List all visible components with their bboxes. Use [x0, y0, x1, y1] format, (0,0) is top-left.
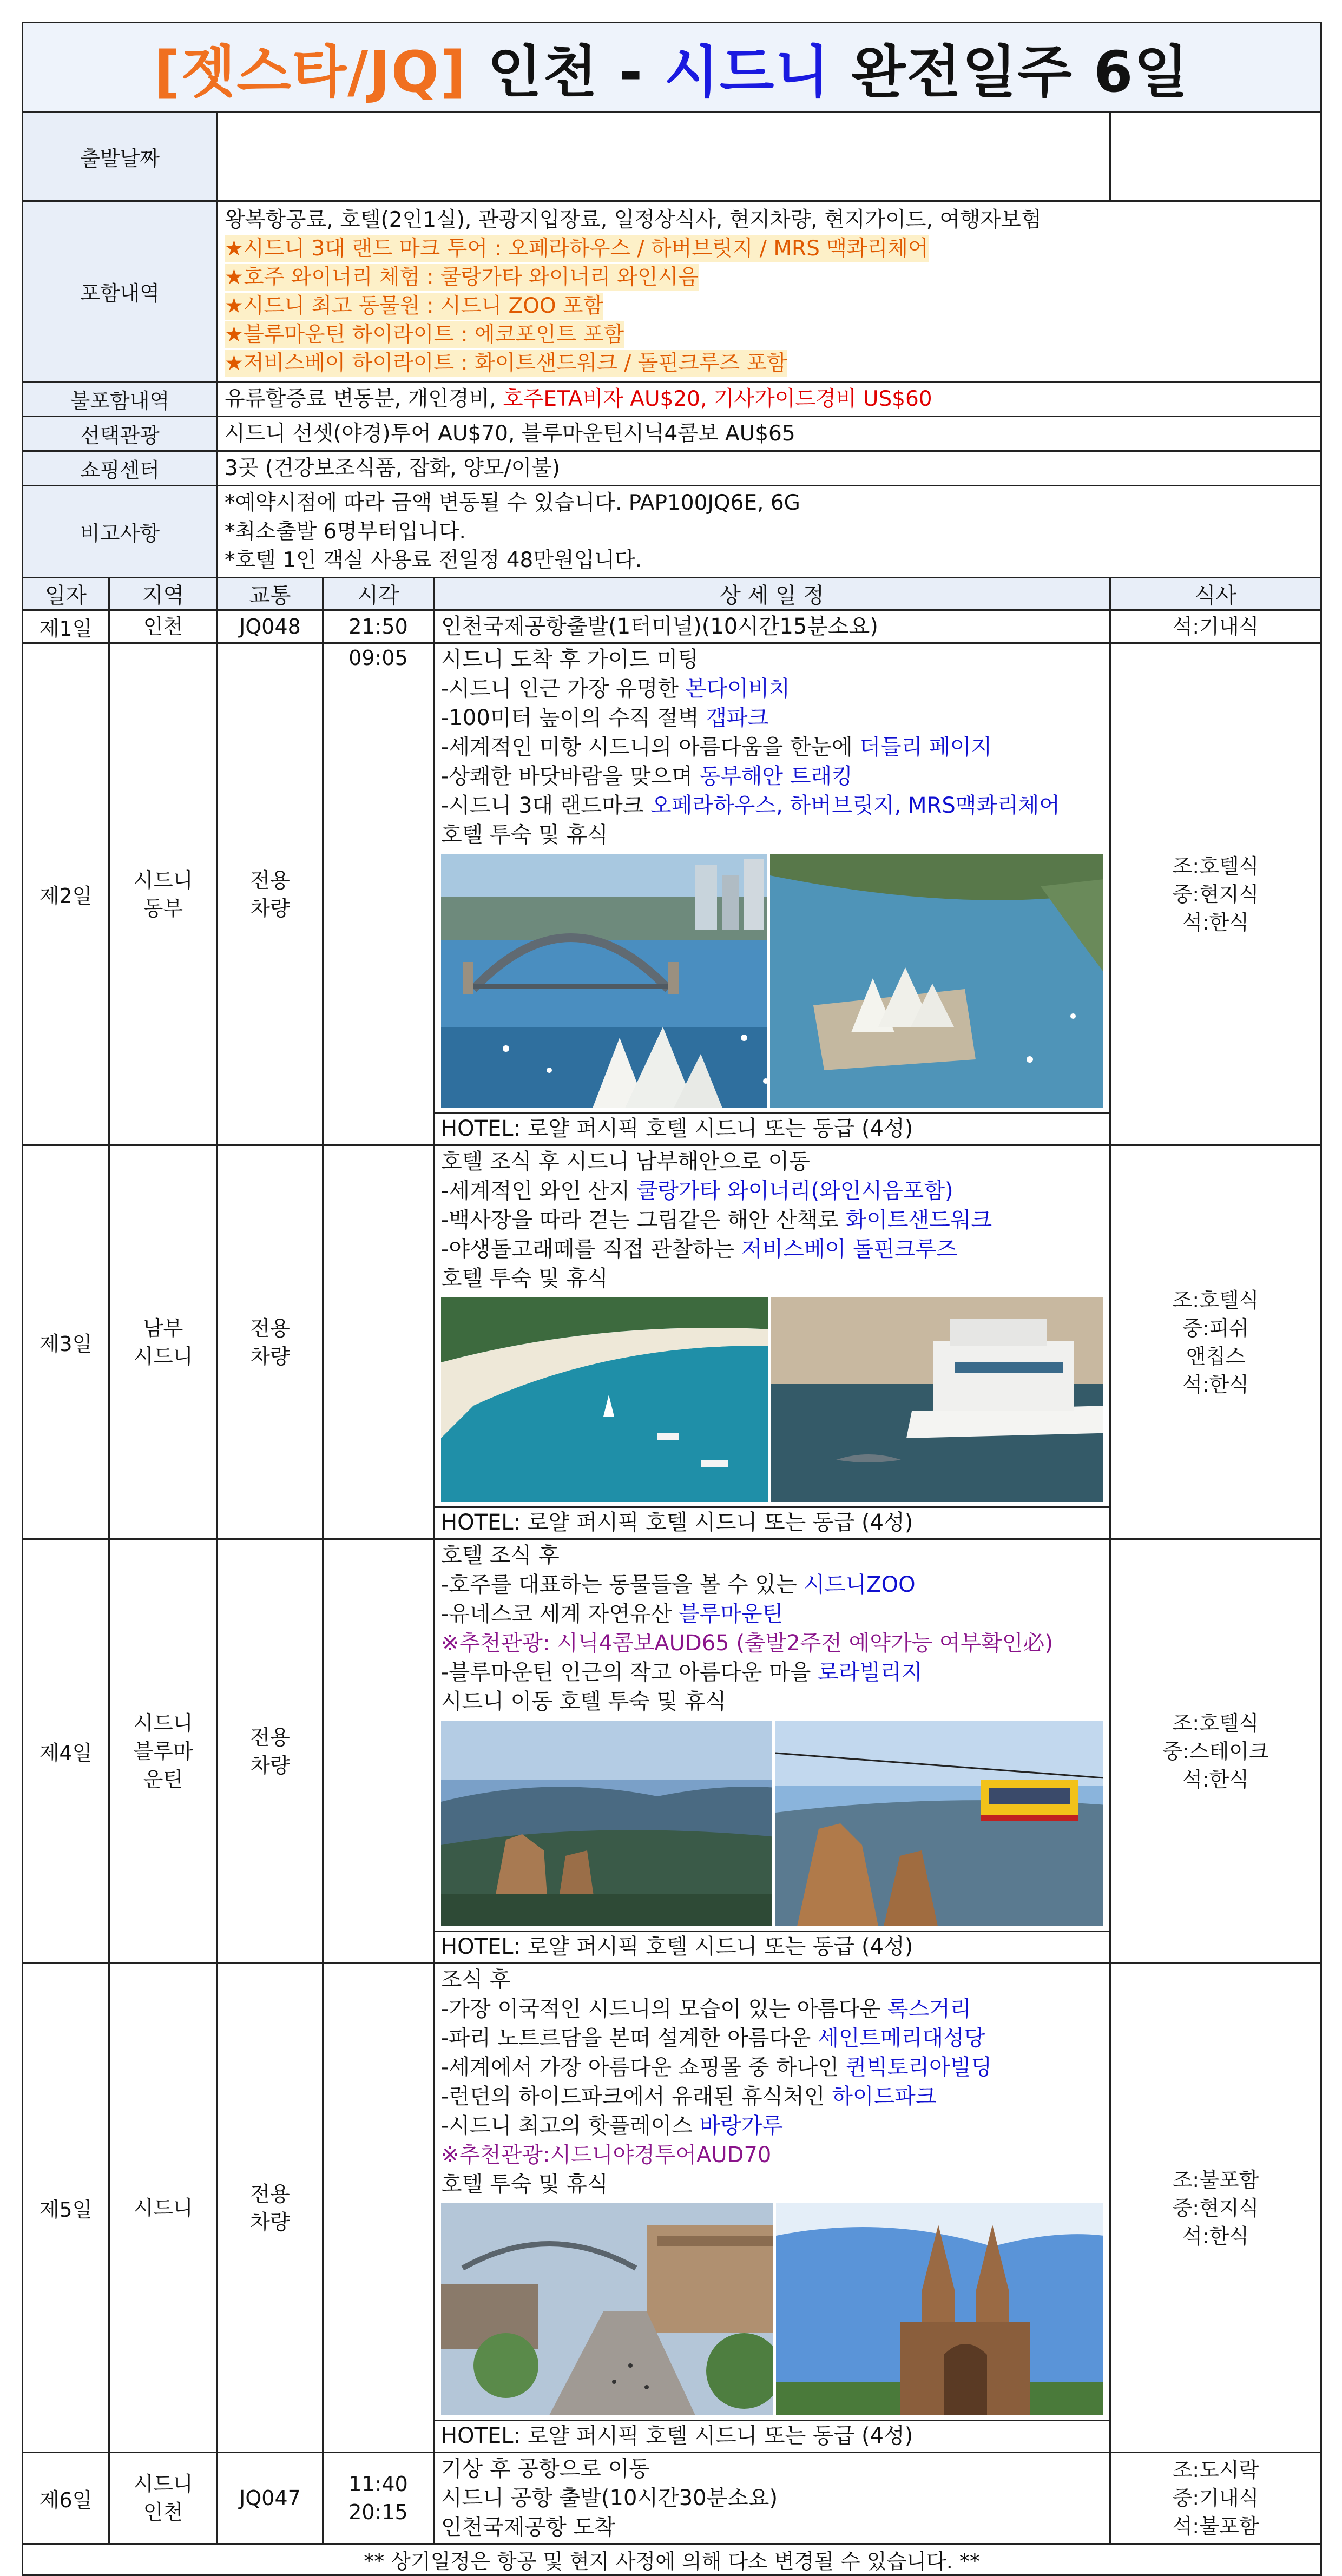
remarks-content — [218, 486, 1321, 578]
place-name: 세인트메리대성당 — [818, 2026, 985, 2051]
schedule-line: 시드니 공항 출발(10시간30분소요) — [441, 2486, 778, 2511]
line-text: -세계적인 와인 산지 — [441, 1178, 637, 1203]
day-row — [23, 1539, 1321, 1964]
line-text: -백사장을 따라 걷는 그림같은 해안 산책로 — [441, 1208, 846, 1233]
place-name: 갭파크 — [706, 706, 769, 730]
meal-info: 석:기내식 — [1110, 610, 1321, 643]
include-label: 포함내역 — [23, 201, 218, 382]
region-line: 동부 — [143, 896, 183, 920]
sydney-harbour-photo — [441, 854, 767, 1108]
opera-house-photo — [770, 854, 1103, 1108]
include-highlight: ★호주 와이너리 체험 : 쿨랑가타 와이너리 와인시음 — [225, 264, 699, 291]
line-text: -시드니 최고의 핫플레이스 — [441, 2113, 700, 2138]
recommended-tour: ※추천관광: 시닉4콤보AUD65 (출발2주전 예약가능 여부확인必) — [441, 1631, 1054, 1656]
schedule-line: 시드니 이동 호텔 투숙 및 휴식 — [441, 1689, 727, 1714]
departure-time: 11:40 — [348, 2472, 408, 2496]
day-transport — [218, 1145, 323, 1539]
schedule-line: 인천국제공항 도착 — [441, 2515, 615, 2540]
schedule-line — [441, 1570, 1103, 1599]
schedule-line: 호텔 투숙 및 휴식 — [441, 1266, 608, 1291]
day-transport — [218, 1964, 323, 2453]
day-label: 제1일 — [23, 610, 109, 643]
meal-line: 중:피쉬 — [1182, 1316, 1249, 1340]
arrival-time: 09:05 — [323, 643, 434, 1145]
meal-line: 석:불포함 — [1172, 2514, 1259, 2538]
flight-number: JQ048 — [218, 610, 323, 643]
schedule-detail — [434, 1964, 1110, 2453]
schedule-detail — [434, 1539, 1110, 1964]
day-row — [23, 1145, 1321, 1539]
transport-line: 전용 — [250, 1725, 290, 1749]
place-name: 화이트샌드워크 — [845, 1208, 992, 1233]
schedule-line: 기상 후 공항으로 이동 — [441, 2456, 650, 2481]
schedule-line: 호텔 투숙 및 휴식 — [441, 822, 608, 847]
place-name: 퀸빅토리아빌딩 — [845, 2055, 992, 2080]
schedule-line — [441, 2024, 1103, 2053]
header-day: 일자 — [23, 578, 109, 610]
schedule-line — [441, 1176, 1103, 1205]
include-highlight: ★시드니 최고 동물원 : 시드니 ZOO 포함 — [225, 293, 603, 320]
place-name: 로라빌리지 — [818, 1660, 923, 1685]
footer-note: ** 상기일정은 항공 및 현지 사정에 의해 다소 변경될 수 있습니다. ** — [23, 2544, 1321, 2575]
schedule-detail — [434, 643, 1110, 1145]
line-text: -시드니 3대 랜드마크 — [441, 793, 651, 818]
header-time: 시각 — [323, 578, 434, 610]
photo-strip — [441, 1297, 1103, 1502]
day-transport — [218, 1539, 323, 1964]
line-text: -야생돌고래떼를 직접 관찰하는 — [441, 1237, 741, 1262]
meal-line: 조:도시락 — [1172, 2458, 1259, 2482]
exclude-fees: 호주ETA비자 AU$20, 기사가이드경비 US$60 — [503, 387, 932, 411]
exclude-content — [218, 382, 1321, 417]
place-name: 블루마운틴 — [678, 1602, 784, 1626]
line-text: -상쾌한 바닷바람을 맞으며 — [441, 764, 700, 789]
place-name: 록스거리 — [887, 1997, 971, 2021]
meal-line: 석:한식 — [1182, 2224, 1249, 2248]
schedule-line — [441, 1658, 1103, 1687]
header-meal: 식사 — [1110, 578, 1321, 610]
st-marys-cathedral-photo — [776, 2203, 1103, 2415]
region-line: 인천 — [143, 2500, 183, 2524]
schedule-line — [441, 733, 1103, 762]
schedule-line — [441, 1599, 1103, 1629]
schedule-line: 호텔 조식 후 — [441, 1543, 560, 1568]
flight-times — [323, 2453, 434, 2544]
line-text: -런던의 하이드파크에서 유래된 휴식처인 — [441, 2084, 832, 2109]
meal-line: 석:한식 — [1182, 1767, 1249, 1791]
day-label: 제5일 — [23, 1964, 109, 2453]
remark-line: *최소출발 6명부터입니다. — [225, 519, 466, 544]
schedule-line — [441, 2111, 1103, 2140]
arrival-time: 20:15 — [348, 2500, 408, 2524]
include-highlight: ★블루마운틴 하이라이트 : 에코포인트 포함 — [225, 321, 624, 348]
meal-line: 중:현지식 — [1172, 2196, 1259, 2220]
blue-mountains-photo — [441, 1721, 772, 1926]
title-origin: 인천 - — [487, 39, 665, 105]
schedule-line: 시드니 도착 후 가이드 미팅 — [441, 647, 699, 672]
meal-line: 석:한식 — [1182, 1372, 1249, 1396]
meal-line: 중:스테이크 — [1162, 1739, 1269, 1763]
shopping-text: 3곳 (건강보조식품, 잡화, 양모/이불) — [218, 451, 1321, 486]
schedule-line: 조식 후 — [441, 1967, 511, 1992]
scenic-cableway-photo — [775, 1721, 1103, 1926]
time-cell — [323, 1145, 434, 1539]
day-row — [23, 610, 1321, 643]
place-name: 저비스베이 돌핀크루즈 — [741, 1237, 958, 1262]
exclude-plain: 유류할증료 변동분, 개인경비, — [225, 387, 503, 411]
optional-tour-label: 선택관광 — [23, 417, 218, 451]
place-name: 하이드파크 — [832, 2084, 937, 2109]
schedule-line — [441, 1235, 1103, 1264]
time-cell — [323, 1964, 434, 2453]
day-region: 인천 — [109, 610, 218, 643]
line-text: -세계에서 가장 아름다운 쇼핑몰 중 하나인 — [441, 2055, 846, 2080]
departure-time: 21:50 — [323, 610, 434, 643]
line-text: -호주를 대표하는 동물들을 볼 수 있는 — [441, 1572, 804, 1597]
schedule-line — [441, 791, 1103, 820]
day-row — [23, 2453, 1321, 2544]
exclude-label: 불포함내역 — [23, 382, 218, 417]
meal-info — [1110, 2453, 1321, 2544]
meal-line: 석:한식 — [1182, 910, 1249, 934]
depart-date-extra — [1110, 112, 1321, 201]
day-row — [23, 1964, 1321, 2453]
day-region — [109, 1539, 218, 1964]
region-line: 운틴 — [143, 1767, 183, 1791]
transport-line: 차량 — [250, 1344, 290, 1368]
title-carrier: [젯스타/JQ] — [154, 39, 467, 105]
dolphin-cruise-photo — [771, 1297, 1103, 1502]
white-sand-beach-photo — [441, 1297, 768, 1502]
day-label: 제2일 — [23, 643, 109, 1145]
transport-line: 전용 — [250, 2182, 290, 2206]
transport-line: 전용 — [250, 1316, 290, 1340]
schedule-line — [441, 762, 1103, 791]
place-name: 동부해안 트래킹 — [699, 764, 853, 789]
line-text: -시드니 인근 가장 유명한 — [441, 676, 686, 701]
schedule-line — [441, 674, 1103, 703]
photo-strip — [441, 1721, 1103, 1926]
line-text: -파리 노트르담을 본떠 설계한 아름다운 — [441, 2026, 818, 2051]
transport-line: 차량 — [250, 1753, 290, 1777]
schedule-line — [441, 2053, 1103, 2082]
include-highlight: ★시드니 3대 랜드 마크 투어 : 오페라하우스 / 하버브릿지 / MRS 맥콰리체어 — [225, 235, 929, 262]
place-name: 시드니ZOO — [804, 1572, 916, 1597]
hotel-info: HOTEL: 로얄 퍼시픽 호텔 시드니 또는 동급 (4성) — [435, 1931, 1109, 1961]
place-name: 바랑가루 — [699, 2113, 784, 2138]
depart-date-label: 출발날짜 — [23, 112, 218, 201]
meal-info — [1110, 643, 1321, 1145]
day-region: 시드니 — [109, 1964, 218, 2453]
header-region: 지역 — [109, 578, 218, 610]
day-label: 제4일 — [23, 1539, 109, 1964]
line-text: -블루마운틴 인근의 작고 아름다운 마을 — [441, 1660, 818, 1685]
region-line: 시드니 — [133, 1711, 193, 1735]
day-row — [23, 643, 1321, 1145]
schedule-detail — [434, 2453, 1110, 2544]
remarks-label: 비고사항 — [23, 486, 218, 578]
photo-strip — [441, 854, 1103, 1108]
the-rocks-street-photo — [441, 2203, 773, 2415]
schedule-line: 호텔 투숙 및 휴식 — [441, 2172, 608, 2197]
day-label: 제3일 — [23, 1145, 109, 1539]
region-line: 시드니 — [133, 868, 193, 892]
region-line: 시드니 — [133, 2472, 193, 2496]
schedule-line — [441, 1205, 1103, 1235]
recommended-tour: ※추천관광:시드니야경투어AUD70 — [441, 2143, 772, 2167]
meal-line: 앤칩스 — [1186, 1344, 1246, 1368]
flight-number: JQ047 — [218, 2453, 323, 2544]
line-text: -100미터 높이의 수직 절벽 — [441, 706, 706, 730]
transport-line: 차량 — [250, 2210, 290, 2234]
day-transport — [218, 643, 323, 1145]
include-content — [218, 201, 1321, 382]
meal-info — [1110, 1964, 1321, 2453]
title-destination: 시드니 — [664, 39, 831, 105]
depart-date-value — [218, 112, 1110, 201]
itinerary-table — [22, 22, 1322, 2576]
meal-line: 중:기내식 — [1172, 2486, 1259, 2510]
schedule-line — [441, 1994, 1103, 2024]
day-region — [109, 2453, 218, 2544]
day-region — [109, 643, 218, 1145]
schedule-line: 호텔 조식 후 시드니 남부해안으로 이동 — [441, 1149, 810, 1174]
line-text: -세계적인 미항 시드니의 아름다움을 한눈에 — [441, 735, 860, 760]
schedule-text: 인천국제공항출발(1터미널)(10시간15분소요) — [434, 610, 1110, 643]
photo-strip — [441, 2203, 1103, 2415]
title-duration: 완전일주 6일 — [830, 39, 1189, 105]
transport-line: 전용 — [250, 868, 290, 892]
header-detail: 상 세 일 정 — [434, 578, 1110, 610]
region-line: 시드니 — [133, 1344, 193, 1368]
header-transport: 교통 — [218, 578, 323, 610]
schedule-line — [441, 703, 1103, 733]
place-name: 본다이비치 — [685, 676, 790, 701]
day-label: 제6일 — [23, 2453, 109, 2544]
schedule-line — [441, 2082, 1103, 2111]
shopping-label: 쇼핑센터 — [23, 451, 218, 486]
place-name: 더들리 페이지 — [859, 735, 992, 760]
line-text: -가장 이국적인 시드니의 모습이 있는 아름다운 — [441, 1997, 887, 2021]
day-region — [109, 1145, 218, 1539]
hotel-info: HOTEL: 로얄 퍼시픽 호텔 시드니 또는 동급 (4성) — [435, 1506, 1109, 1537]
meal-line: 조:호텔식 — [1172, 1711, 1259, 1735]
remark-line: *예약시점에 따라 금액 변동될 수 있습니다. PAP100JQ6E, 6G — [225, 491, 800, 515]
meal-line: 조:호텔식 — [1172, 854, 1259, 878]
itinerary-page — [22, 22, 1320, 2576]
include-plain: 왕복항공료, 호텔(2인1실), 관광지입장료, 일정상식사, 현지차량, 현지가이드, 여행자보험 — [225, 207, 1042, 232]
hotel-info: HOTEL: 로얄 퍼시픽 호텔 시드니 또는 동급 (4성) — [435, 2420, 1109, 2450]
region-line: 블루마 — [133, 1739, 193, 1763]
optional-tour-text: 시드니 선셋(야경)투어 AU$70, 블루마운틴시닉4콤보 AU$65 — [218, 417, 1321, 451]
hotel-info: HOTEL: 로얄 퍼시픽 호텔 시드니 또는 동급 (4성) — [435, 1112, 1109, 1143]
region-line: 남부 — [143, 1316, 183, 1340]
meal-line: 조:불포함 — [1172, 2167, 1259, 2192]
meal-line: 중:현지식 — [1172, 882, 1259, 906]
meal-line: 조:호텔식 — [1172, 1288, 1259, 1312]
transport-line: 차량 — [250, 896, 290, 920]
meal-info — [1110, 1145, 1321, 1539]
meal-info — [1110, 1539, 1321, 1964]
line-text: -유네스코 세계 자연유산 — [441, 1602, 679, 1626]
place-name: 오페라하우스, 하버브릿지, MRS맥콰리체어 — [650, 793, 1060, 818]
schedule-detail — [434, 1145, 1110, 1539]
include-highlight: ★저비스베이 하이라이트 : 화이트샌드워크 / 돌핀크루즈 포함 — [225, 350, 787, 377]
remark-line: *호텔 1인 객실 사용료 전일정 48만원입니다. — [225, 548, 642, 572]
time-cell — [323, 1539, 434, 1964]
page-title — [23, 23, 1321, 112]
place-name: 쿨랑가타 와이너리(와인시음포함) — [636, 1178, 953, 1203]
